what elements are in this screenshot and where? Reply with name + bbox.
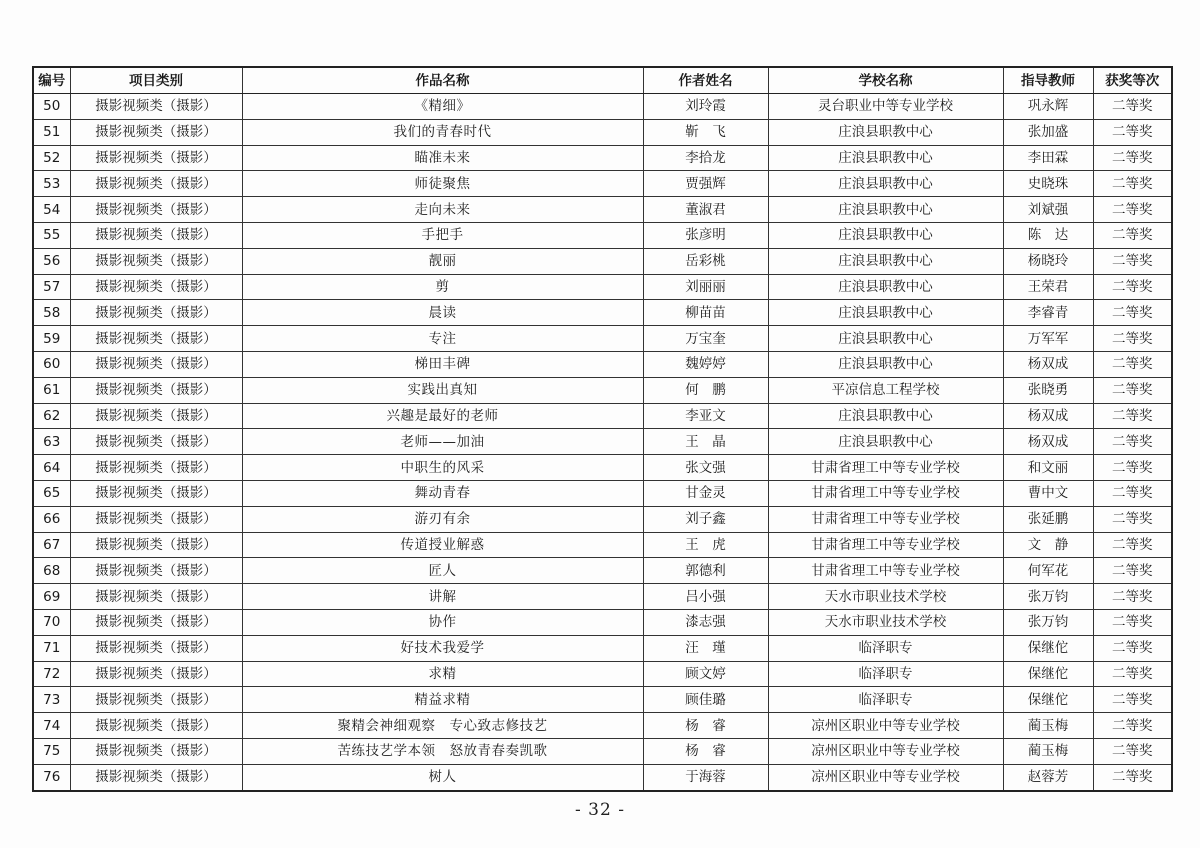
header-row xyxy=(33,67,1172,94)
cell-category: 摄影视频类（摄影） xyxy=(70,351,242,377)
cell-author: 汪 瑾 xyxy=(643,635,768,661)
table-row xyxy=(33,119,1172,145)
cell-school: 甘肃省理工中等专业学校 xyxy=(768,532,1003,558)
cell-author: 王 晶 xyxy=(643,429,768,455)
cell-category: 摄影视频类（摄影） xyxy=(70,506,242,532)
cell-author: 张文强 xyxy=(643,455,768,481)
cell-author: 刘子鑫 xyxy=(643,506,768,532)
cell-author: 杨 睿 xyxy=(643,738,768,764)
cell-no: 71 xyxy=(33,635,70,661)
table-row xyxy=(33,429,1172,455)
cell-category: 摄影视频类（摄影） xyxy=(70,713,242,739)
cell-teacher: 赵蓉芳 xyxy=(1003,764,1093,790)
cell-category: 摄影视频类（摄影） xyxy=(70,584,242,610)
cell-school: 凉州区职业中等专业学校 xyxy=(768,764,1003,790)
cell-teacher: 张延鹏 xyxy=(1003,506,1093,532)
table-header xyxy=(33,67,1172,94)
cell-author: 李拾龙 xyxy=(643,145,768,171)
cell-author: 魏婷婷 xyxy=(643,351,768,377)
cell-no: 59 xyxy=(33,326,70,352)
cell-work: 舞动青春 xyxy=(242,480,643,506)
cell-no: 56 xyxy=(33,248,70,274)
cell-author: 顾文婷 xyxy=(643,661,768,687)
cell-teacher: 蔺玉梅 xyxy=(1003,738,1093,764)
table-row xyxy=(33,197,1172,223)
cell-award: 二等奖 xyxy=(1093,532,1172,558)
table-row xyxy=(33,635,1172,661)
cell-category: 摄影视频类（摄影） xyxy=(70,480,242,506)
cell-school: 庄浪县职教中心 xyxy=(768,429,1003,455)
cell-work: 求精 xyxy=(242,661,643,687)
header-teacher: 指导教师 xyxy=(1003,67,1093,94)
cell-work: 靓丽 xyxy=(242,248,643,274)
cell-school: 庄浪县职教中心 xyxy=(768,119,1003,145)
cell-no: 64 xyxy=(33,455,70,481)
cell-work: 好技术我爱学 xyxy=(242,635,643,661)
cell-award: 二等奖 xyxy=(1093,480,1172,506)
cell-award: 二等奖 xyxy=(1093,171,1172,197)
table-row xyxy=(33,558,1172,584)
cell-school: 庄浪县职教中心 xyxy=(768,351,1003,377)
cell-no: 52 xyxy=(33,145,70,171)
cell-award: 二等奖 xyxy=(1093,609,1172,635)
table-row xyxy=(33,455,1172,481)
cell-teacher: 王荣君 xyxy=(1003,274,1093,300)
cell-award: 二等奖 xyxy=(1093,403,1172,429)
cell-teacher: 和文丽 xyxy=(1003,455,1093,481)
table-body xyxy=(33,94,1172,791)
cell-work: 兴趣是最好的老师 xyxy=(242,403,643,429)
cell-no: 58 xyxy=(33,300,70,326)
cell-no: 57 xyxy=(33,274,70,300)
cell-school: 庄浪县职教中心 xyxy=(768,197,1003,223)
cell-author: 何 鹏 xyxy=(643,377,768,403)
cell-school: 天水市职业技术学校 xyxy=(768,609,1003,635)
table-row xyxy=(33,661,1172,687)
cell-school: 凉州区职业中等专业学校 xyxy=(768,713,1003,739)
table-row xyxy=(33,713,1172,739)
cell-teacher: 李田霖 xyxy=(1003,145,1093,171)
table-row xyxy=(33,145,1172,171)
table-row xyxy=(33,351,1172,377)
cell-author: 刘玲霞 xyxy=(643,94,768,120)
cell-award: 二等奖 xyxy=(1093,377,1172,403)
cell-author: 张彦明 xyxy=(643,222,768,248)
cell-school: 临泽职专 xyxy=(768,635,1003,661)
cell-work: 游刃有余 xyxy=(242,506,643,532)
cell-no: 60 xyxy=(33,351,70,377)
table-row xyxy=(33,738,1172,764)
cell-school: 庄浪县职教中心 xyxy=(768,403,1003,429)
cell-category: 摄影视频类（摄影） xyxy=(70,377,242,403)
cell-no: 70 xyxy=(33,609,70,635)
table-row xyxy=(33,248,1172,274)
cell-work: 我们的青春时代 xyxy=(242,119,643,145)
cell-school: 庄浪县职教中心 xyxy=(768,171,1003,197)
cell-category: 摄影视频类（摄影） xyxy=(70,532,242,558)
table-row xyxy=(33,609,1172,635)
table-row xyxy=(33,532,1172,558)
cell-author: 柳苗苗 xyxy=(643,300,768,326)
cell-category: 摄影视频类（摄影） xyxy=(70,687,242,713)
cell-work: 传道授业解惑 xyxy=(242,532,643,558)
cell-category: 摄影视频类（摄影） xyxy=(70,455,242,481)
cell-no: 61 xyxy=(33,377,70,403)
cell-author: 岳彩桃 xyxy=(643,248,768,274)
cell-author: 杨 睿 xyxy=(643,713,768,739)
cell-no: 72 xyxy=(33,661,70,687)
cell-teacher: 张晓勇 xyxy=(1003,377,1093,403)
cell-no: 75 xyxy=(33,738,70,764)
cell-school: 灵台职业中等专业学校 xyxy=(768,94,1003,120)
cell-no: 66 xyxy=(33,506,70,532)
cell-category: 摄影视频类（摄影） xyxy=(70,119,242,145)
cell-school: 临泽职专 xyxy=(768,687,1003,713)
cell-teacher: 张万钧 xyxy=(1003,584,1093,610)
cell-school: 临泽职专 xyxy=(768,661,1003,687)
cell-category: 摄影视频类（摄影） xyxy=(70,145,242,171)
cell-teacher: 刘斌强 xyxy=(1003,197,1093,223)
table-row xyxy=(33,94,1172,120)
cell-award: 二等奖 xyxy=(1093,222,1172,248)
cell-work: 瞄准未来 xyxy=(242,145,643,171)
cell-author: 王 虎 xyxy=(643,532,768,558)
cell-work: 树人 xyxy=(242,764,643,790)
cell-work: 专注 xyxy=(242,326,643,352)
cell-category: 摄影视频类（摄影） xyxy=(70,609,242,635)
cell-school: 庄浪县职教中心 xyxy=(768,274,1003,300)
cell-teacher: 杨双成 xyxy=(1003,429,1093,455)
cell-school: 庄浪县职教中心 xyxy=(768,300,1003,326)
cell-award: 二等奖 xyxy=(1093,584,1172,610)
cell-no: 73 xyxy=(33,687,70,713)
cell-teacher: 李睿青 xyxy=(1003,300,1093,326)
cell-school: 庄浪县职教中心 xyxy=(768,326,1003,352)
cell-teacher: 保继佗 xyxy=(1003,687,1093,713)
cell-no: 74 xyxy=(33,713,70,739)
cell-work: 实践出真知 xyxy=(242,377,643,403)
cell-teacher: 蔺玉梅 xyxy=(1003,713,1093,739)
cell-category: 摄影视频类（摄影） xyxy=(70,248,242,274)
cell-teacher: 杨晓玲 xyxy=(1003,248,1093,274)
cell-teacher: 巩永辉 xyxy=(1003,94,1093,120)
cell-award: 二等奖 xyxy=(1093,429,1172,455)
cell-school: 庄浪县职教中心 xyxy=(768,222,1003,248)
cell-work: 老师——加油 xyxy=(242,429,643,455)
cell-no: 69 xyxy=(33,584,70,610)
cell-category: 摄影视频类（摄影） xyxy=(70,661,242,687)
cell-teacher: 史晓珠 xyxy=(1003,171,1093,197)
cell-category: 摄影视频类（摄影） xyxy=(70,635,242,661)
cell-school: 凉州区职业中等专业学校 xyxy=(768,738,1003,764)
cell-no: 65 xyxy=(33,480,70,506)
cell-work: 走向未来 xyxy=(242,197,643,223)
table-row xyxy=(33,764,1172,790)
cell-teacher: 文 静 xyxy=(1003,532,1093,558)
table-row xyxy=(33,222,1172,248)
cell-author: 靳 飞 xyxy=(643,119,768,145)
cell-no: 54 xyxy=(33,197,70,223)
cell-award: 二等奖 xyxy=(1093,248,1172,274)
header-award: 获奖等次 xyxy=(1093,67,1172,94)
cell-award: 二等奖 xyxy=(1093,661,1172,687)
cell-work: 师徒聚焦 xyxy=(242,171,643,197)
cell-award: 二等奖 xyxy=(1093,764,1172,790)
header-category: 项目类别 xyxy=(70,67,242,94)
cell-teacher: 何军花 xyxy=(1003,558,1093,584)
cell-teacher: 杨双成 xyxy=(1003,351,1093,377)
cell-author: 李亚文 xyxy=(643,403,768,429)
header-work: 作品名称 xyxy=(242,67,643,94)
header-school: 学校名称 xyxy=(768,67,1003,94)
cell-teacher: 张加盛 xyxy=(1003,119,1093,145)
cell-award: 二等奖 xyxy=(1093,274,1172,300)
cell-author: 董淑君 xyxy=(643,197,768,223)
cell-category: 摄影视频类（摄影） xyxy=(70,222,242,248)
cell-award: 二等奖 xyxy=(1093,713,1172,739)
cell-category: 摄影视频类（摄影） xyxy=(70,171,242,197)
cell-teacher: 张万钧 xyxy=(1003,609,1093,635)
cell-award: 二等奖 xyxy=(1093,635,1172,661)
cell-teacher: 保继佗 xyxy=(1003,635,1093,661)
table-row xyxy=(33,274,1172,300)
cell-school: 甘肃省理工中等专业学校 xyxy=(768,480,1003,506)
cell-school: 甘肃省理工中等专业学校 xyxy=(768,506,1003,532)
cell-category: 摄影视频类（摄影） xyxy=(70,429,242,455)
cell-work: 中职生的风采 xyxy=(242,455,643,481)
cell-award: 二等奖 xyxy=(1093,145,1172,171)
cell-author: 甘金灵 xyxy=(643,480,768,506)
cell-author: 郭德利 xyxy=(643,558,768,584)
cell-no: 51 xyxy=(33,119,70,145)
cell-author: 刘丽丽 xyxy=(643,274,768,300)
cell-award: 二等奖 xyxy=(1093,558,1172,584)
cell-award: 二等奖 xyxy=(1093,300,1172,326)
cell-award: 二等奖 xyxy=(1093,119,1172,145)
cell-work: 讲解 xyxy=(242,584,643,610)
cell-no: 68 xyxy=(33,558,70,584)
cell-award: 二等奖 xyxy=(1093,197,1172,223)
cell-award: 二等奖 xyxy=(1093,738,1172,764)
cell-award: 二等奖 xyxy=(1093,455,1172,481)
cell-school: 甘肃省理工中等专业学校 xyxy=(768,558,1003,584)
cell-author: 吕小强 xyxy=(643,584,768,610)
cell-category: 摄影视频类（摄影） xyxy=(70,300,242,326)
cell-work: 梯田丰碑 xyxy=(242,351,643,377)
cell-author: 贾强辉 xyxy=(643,171,768,197)
cell-teacher: 陈 达 xyxy=(1003,222,1093,248)
cell-category: 摄影视频类（摄影） xyxy=(70,764,242,790)
cell-school: 天水市职业技术学校 xyxy=(768,584,1003,610)
cell-work: 《精细》 xyxy=(242,94,643,120)
cell-work: 精益求精 xyxy=(242,687,643,713)
table-row xyxy=(33,326,1172,352)
table-row xyxy=(33,687,1172,713)
cell-award: 二等奖 xyxy=(1093,326,1172,352)
cell-award: 二等奖 xyxy=(1093,506,1172,532)
table-row xyxy=(33,171,1172,197)
cell-work: 匠人 xyxy=(242,558,643,584)
table-row xyxy=(33,377,1172,403)
cell-award: 二等奖 xyxy=(1093,351,1172,377)
cell-award: 二等奖 xyxy=(1093,687,1172,713)
cell-work: 聚精会神细观察 专心致志修技艺 xyxy=(242,713,643,739)
cell-no: 76 xyxy=(33,764,70,790)
cell-work: 苦练技艺学本领 怒放青春奏凯歌 xyxy=(242,738,643,764)
cell-teacher: 杨双成 xyxy=(1003,403,1093,429)
cell-work: 协作 xyxy=(242,609,643,635)
cell-school: 庄浪县职教中心 xyxy=(768,145,1003,171)
cell-work: 手把手 xyxy=(242,222,643,248)
cell-no: 55 xyxy=(33,222,70,248)
cell-teacher: 曹中文 xyxy=(1003,480,1093,506)
cell-no: 62 xyxy=(33,403,70,429)
cell-category: 摄影视频类（摄影） xyxy=(70,197,242,223)
cell-work: 晨读 xyxy=(242,300,643,326)
cell-category: 摄影视频类（摄影） xyxy=(70,326,242,352)
cell-teacher: 万军军 xyxy=(1003,326,1093,352)
cell-category: 摄影视频类（摄影） xyxy=(70,274,242,300)
header-no: 编号 xyxy=(33,67,70,94)
page-number: - 32 - xyxy=(575,800,625,820)
table-row xyxy=(33,506,1172,532)
cell-author: 顾佳璐 xyxy=(643,687,768,713)
cell-school: 甘肃省理工中等专业学校 xyxy=(768,455,1003,481)
cell-category: 摄影视频类（摄影） xyxy=(70,738,242,764)
cell-no: 53 xyxy=(33,171,70,197)
cell-no: 50 xyxy=(33,94,70,120)
cell-category: 摄影视频类（摄影） xyxy=(70,558,242,584)
cell-author: 于海蓉 xyxy=(643,764,768,790)
cell-no: 67 xyxy=(33,532,70,558)
cell-author: 万宝奎 xyxy=(643,326,768,352)
award-table xyxy=(32,66,1173,792)
cell-category: 摄影视频类（摄影） xyxy=(70,94,242,120)
cell-school: 庄浪县职教中心 xyxy=(768,248,1003,274)
table-row xyxy=(33,584,1172,610)
cell-award: 二等奖 xyxy=(1093,94,1172,120)
table-row xyxy=(33,480,1172,506)
cell-no: 63 xyxy=(33,429,70,455)
cell-work: 剪 xyxy=(242,274,643,300)
cell-teacher: 保继佗 xyxy=(1003,661,1093,687)
cell-author: 漆志强 xyxy=(643,609,768,635)
header-author: 作者姓名 xyxy=(643,67,768,94)
table-row xyxy=(33,300,1172,326)
table-row xyxy=(33,403,1172,429)
cell-school: 平凉信息工程学校 xyxy=(768,377,1003,403)
cell-category: 摄影视频类（摄影） xyxy=(70,403,242,429)
